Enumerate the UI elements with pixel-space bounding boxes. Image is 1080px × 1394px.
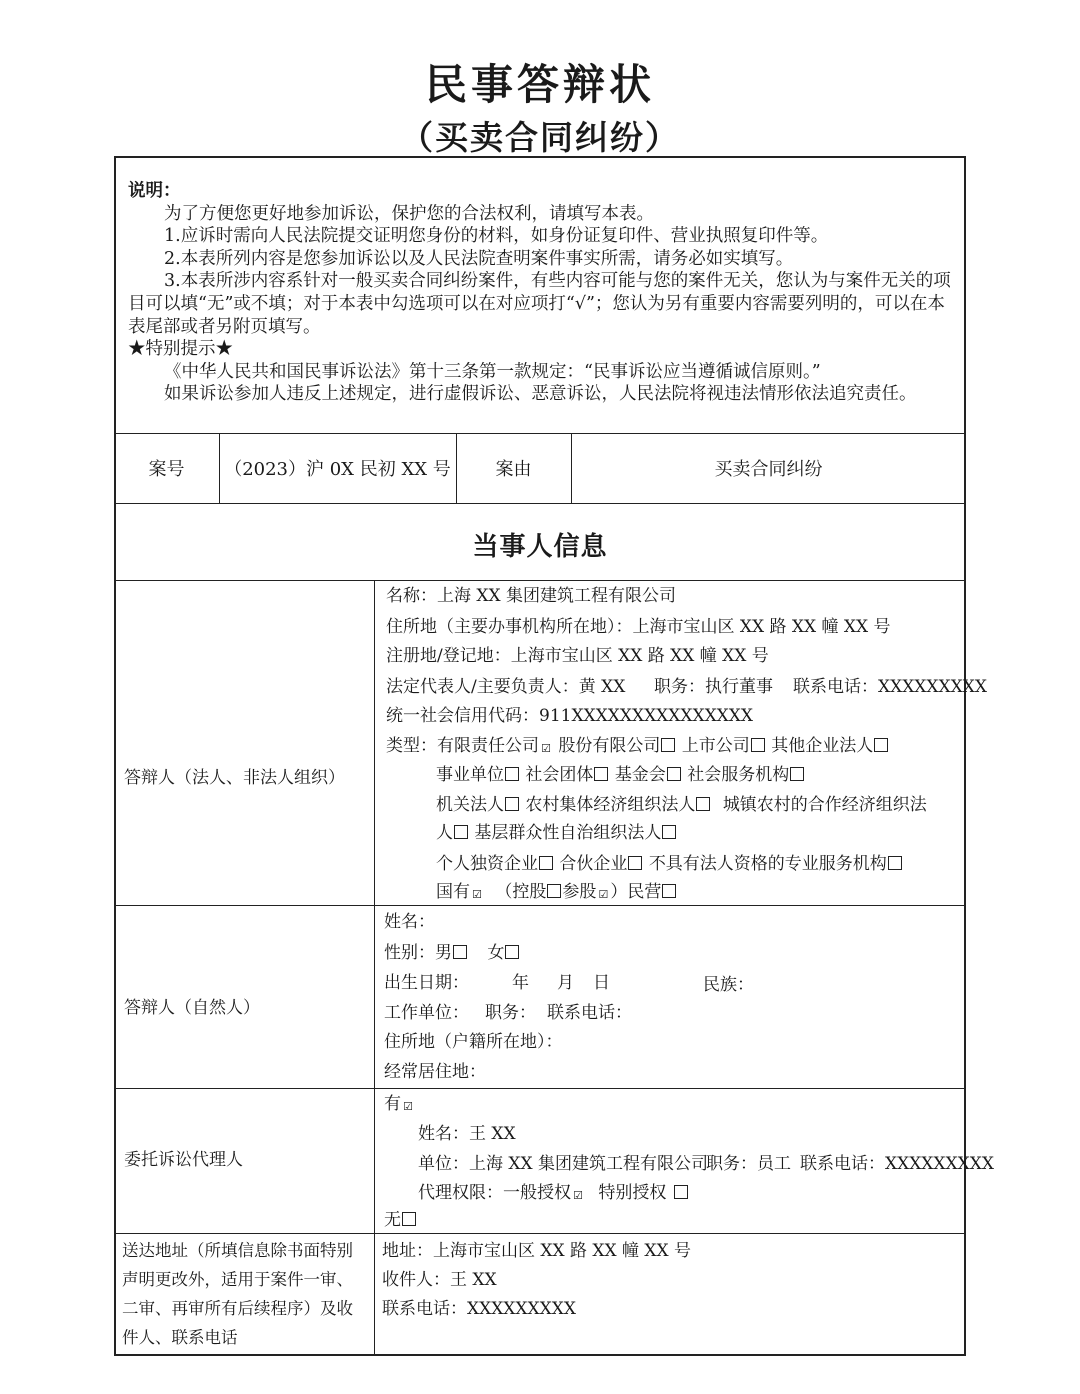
type-option: 基层群众性自治组织法人 [474, 823, 662, 843]
gender-female: 女 [487, 943, 505, 963]
checkbox-icon[interactable] [662, 825, 676, 839]
checkbox-icon[interactable] [661, 738, 675, 752]
org-rep-title: 职务：执行董事 [654, 677, 773, 697]
agent-none-row [384, 1208, 417, 1232]
org-type-row [436, 821, 677, 845]
special-notice-line: 《中华人民共和国民事诉讼法》第十三条第一款规定：“民事诉讼应当遵循诚信原则。” [164, 361, 821, 382]
org-credit-code: 统一社会信用代码：911XXXXXXXXXXXXXXX [386, 706, 753, 726]
rule-org-bottom [114, 905, 966, 906]
service-label-line: 送达地址（所填信息除书面特别 [122, 1241, 353, 1260]
org-registered: 注册地/登记地：上海市宝山区 XX 路 XX 幢 XX 号 [386, 646, 769, 666]
org-name: 名称：上海 XX 集团建筑工程有限公司 [386, 586, 677, 606]
org-ownership-row [436, 880, 677, 904]
ownership-option: 国有 [436, 882, 470, 902]
type-option: 农村集体经济组织法人 [525, 795, 696, 815]
checkbox-icon[interactable] [454, 825, 468, 839]
service-phone: 联系电话：XXXXXXXXX [382, 1299, 576, 1319]
instructions-line: 1.应诉时需向人民法院提交证明您身份的材料，如身份证复印件、营业执照复印件等。 [164, 226, 829, 247]
case-cause-value: 买卖合同纠纷 [714, 459, 823, 480]
type-option: 社会服务机构 [687, 765, 790, 785]
checkbox-icon[interactable] [874, 738, 888, 752]
person-title: 职务： [485, 1003, 536, 1023]
checkbox-icon[interactable] [662, 884, 676, 898]
checkbox-icon[interactable] [594, 767, 608, 781]
checkbox-icon[interactable] [667, 767, 681, 781]
type-option: 有限责任公司 [437, 736, 539, 756]
checkbox-icon[interactable] [505, 767, 519, 781]
person-gender-row [384, 941, 520, 965]
type-option: 人 [436, 823, 453, 843]
instructions-line: 3.本表所涉内容系针对一般买卖合同纠纷案件，有些内容可能与您的案件无关，您认为与案件无关的项目可以填“无”或不填；对于本表中勾选项可以在对应项打“√”；您认为另有重要内容需要列明的，可以在本表尾部或者另附页填写。 [128, 271, 951, 337]
instructions-line: 为了方便您更好地参加诉讼，保护您的合法权利，请填写本表。 [164, 203, 654, 224]
org-domicile: 住所地（主要办事机构所在地）：上海市宝山区 XX 路 XX 幢 XX 号 [386, 617, 891, 637]
service-label-line: 声明更改外，适用于案件一审、 [122, 1270, 353, 1289]
person-ethnic: 民族： [703, 975, 754, 995]
agent-authority-row [418, 1181, 689, 1205]
person-birth-year: 年 [512, 973, 529, 993]
parties-section-title: 当事人信息 [472, 532, 608, 562]
org-type-row [436, 763, 805, 787]
service-recipient: 收件人：王 XX [382, 1270, 497, 1290]
agent-unit: 单位：上海 XX 集团建筑工程有限公司 [418, 1154, 709, 1174]
authority-general: 一般授权 [503, 1183, 571, 1203]
type-option: 基金会 [614, 765, 666, 785]
agent-none: 无 [384, 1210, 401, 1230]
checkbox-icon[interactable] [888, 856, 902, 870]
org-rep-name: 法定代表人/主要负责人：黄 XX [386, 677, 626, 697]
instructions [128, 180, 958, 406]
authority-special: 特别授权 [598, 1183, 667, 1203]
person-domicile: 住所地（户籍所在地）： [384, 1032, 563, 1052]
agent-unit-title: 职务：员工 [706, 1154, 791, 1174]
rule-case-bottom [114, 503, 966, 504]
checkbox-icon[interactable] [547, 884, 561, 898]
checkbox-icon[interactable] [539, 856, 553, 870]
case-no-value: （2023）沪 0X 民初 XX 号 [224, 459, 451, 480]
org-rep-phone: 联系电话：XXXXXXXXX [793, 677, 987, 697]
agent-label: 委托诉讼代理人 [124, 1150, 243, 1170]
person-birth-month: 月 [557, 973, 574, 993]
service-address: 地址：上海市宝山区 XX 路 XX 幢 XX 号 [382, 1241, 692, 1261]
type-option: 合伙企业 [559, 854, 628, 874]
type-option: 股份有限公司 [558, 736, 661, 756]
checked-checkbox-icon[interactable]: ☑ [573, 1189, 583, 1202]
service-label-line: 二审、再审所有后续程序）及收 [122, 1299, 353, 1318]
checkbox-icon[interactable] [453, 945, 467, 959]
checkbox-icon[interactable] [696, 797, 710, 811]
rule-section-bottom [114, 580, 966, 581]
checkbox-icon[interactable] [505, 797, 519, 811]
service-address-label [122, 1236, 353, 1352]
agent-has-row [384, 1092, 415, 1116]
org-type-label: 类型： [386, 736, 437, 756]
org-type-row [436, 793, 927, 817]
special-notice-heading: ★特别提示★ [128, 339, 233, 360]
person-residence: 经常居住地： [384, 1062, 486, 1082]
type-option: 机关法人 [436, 795, 504, 815]
gender-male: 性别：男 [384, 943, 452, 963]
checkbox-icon[interactable] [505, 945, 519, 959]
service-label-line: 件人、联系电话 [122, 1328, 238, 1347]
type-option: 上市公司 [681, 736, 750, 756]
document-subtitle: （买卖合同纠纷） [400, 118, 680, 157]
checked-checkbox-icon[interactable]: ☑ [472, 888, 482, 901]
rule-label-col [374, 580, 375, 1356]
case-no-label: 案号 [148, 459, 185, 480]
checkbox-icon[interactable] [751, 738, 765, 752]
checked-checkbox-icon[interactable]: ☑ [403, 1100, 413, 1113]
instructions-line: 2.本表所列内容是您参加诉讼以及人民法院查明案件事实所需，请务必如实填写。 [164, 248, 794, 269]
rule-person-bottom [114, 1088, 966, 1089]
agent-unit-phone: 联系电话：XXXXXXXXX [800, 1154, 994, 1174]
org-respondent-label: 答辩人（法人、非法人组织） [124, 768, 345, 788]
type-option: 城镇农村的合作经济组织法 [722, 795, 927, 815]
person-work: 工作单位： [384, 1003, 469, 1023]
person-respondent-label: 答辩人（自然人） [124, 998, 260, 1018]
rule-notes-bottom [114, 433, 966, 434]
org-type-row [386, 734, 889, 758]
instructions-heading: 说明： [128, 181, 181, 201]
type-option: 其他企业法人 [771, 736, 874, 756]
agent-name: 姓名：王 XX [418, 1124, 516, 1144]
person-name: 姓名： [384, 912, 435, 932]
checkbox-icon[interactable] [402, 1212, 416, 1226]
person-phone: 联系电话： [547, 1003, 632, 1023]
checked-checkbox-icon[interactable]: ☑ [598, 888, 609, 901]
type-option: 不具有法人资格的专业服务机构 [648, 854, 887, 874]
special-notice-line: 如果诉讼参加人违反上述规定，进行虚假诉讼、恶意诉讼，人民法院将视违法情形依法追究责任。 [164, 384, 917, 405]
case-cause-label: 案由 [495, 459, 532, 480]
ownership-option: （控股 [495, 882, 547, 902]
agent-authority-label: 代理权限： [418, 1183, 503, 1203]
rule-agent-bottom [114, 1233, 966, 1234]
person-birth-day: 日 [593, 973, 610, 993]
ownership-option: ）民营 [610, 882, 662, 902]
org-type-row [436, 852, 903, 876]
checkbox-icon[interactable] [674, 1185, 688, 1199]
ownership-option: 参股 [562, 882, 597, 902]
agent-has: 有 [384, 1094, 401, 1114]
type-option: 个人独资企业 [436, 854, 538, 874]
person-birth: 出生日期： [384, 973, 469, 993]
checked-checkbox-icon[interactable]: ☑ [541, 742, 551, 755]
document-title: 民事答辩状 [424, 60, 655, 109]
checkbox-icon[interactable] [628, 856, 642, 870]
checkbox-icon[interactable] [790, 767, 804, 781]
type-option: 社会团体 [525, 765, 594, 785]
type-option: 事业单位 [436, 765, 504, 785]
